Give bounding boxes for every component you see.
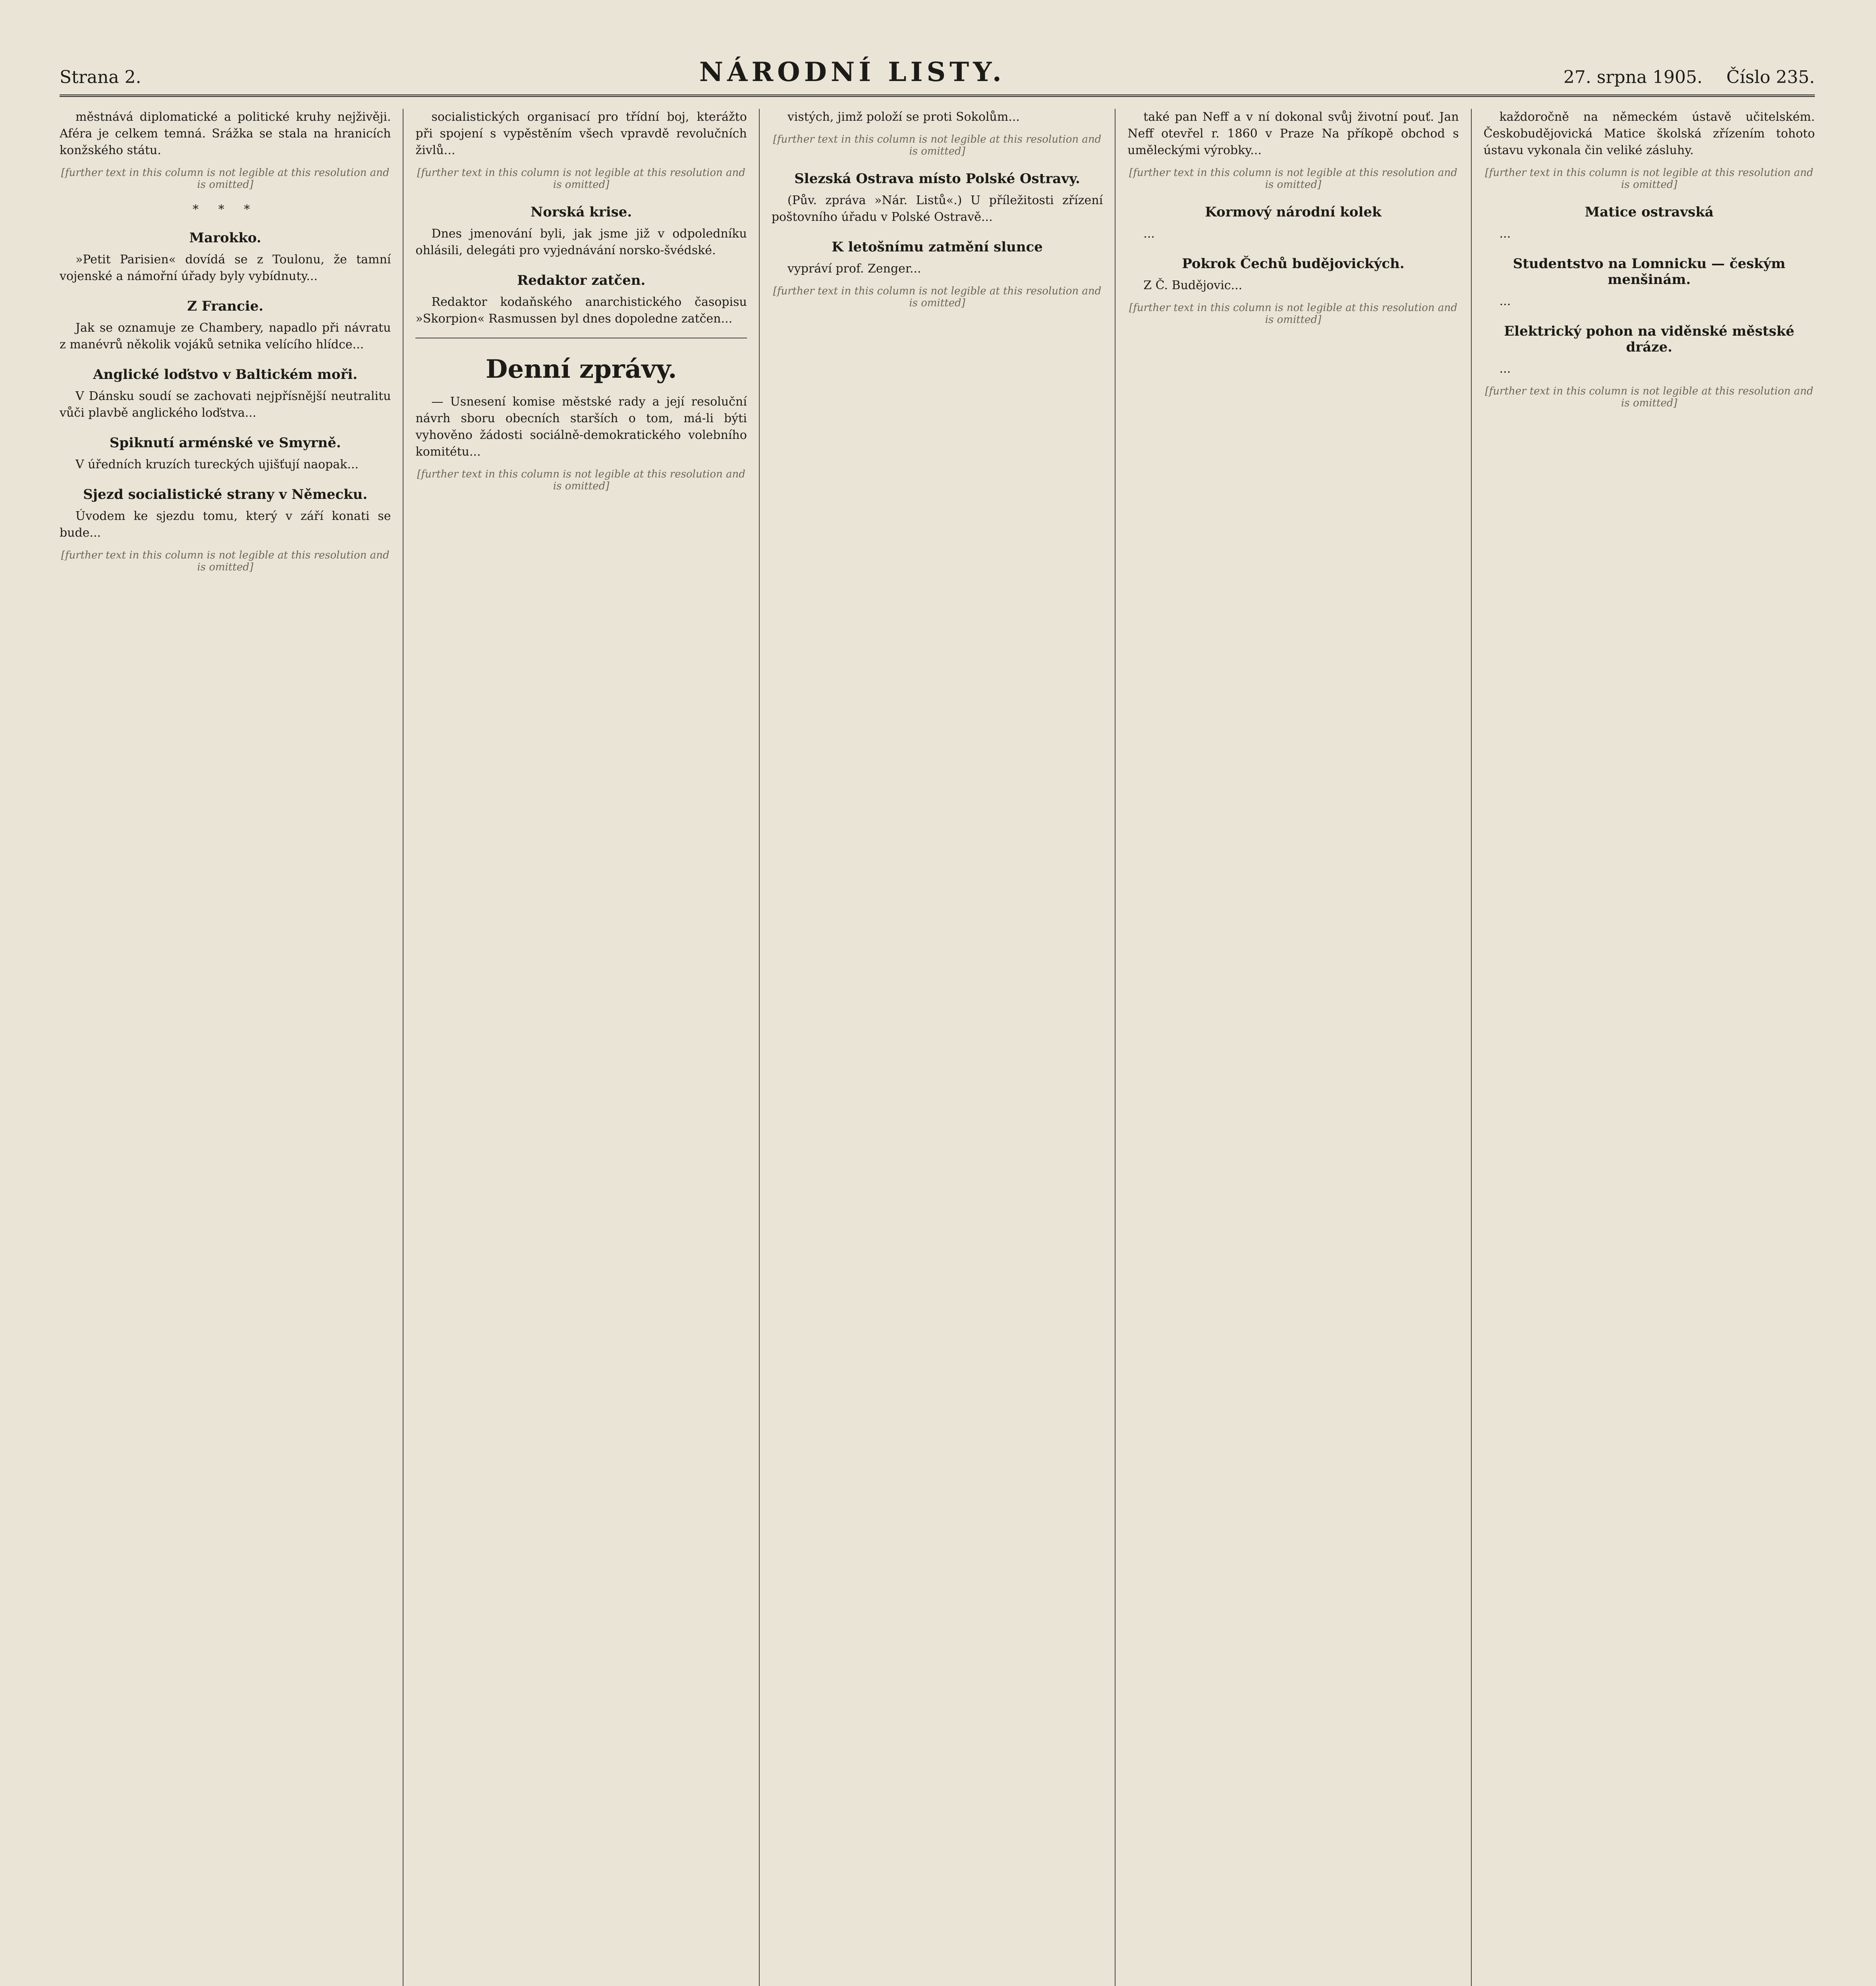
- dateline: [1563, 67, 1815, 87]
- section-heading: K letošnímu zatmění slunce: [832, 239, 1043, 255]
- section-heading: Pokrok Čechů budějovických.: [1182, 256, 1405, 272]
- article-text: ...: [1499, 227, 1511, 241]
- issue-number: Číslo 235.: [1726, 67, 1815, 87]
- article-text: Z Č. Budějovic...: [1143, 278, 1243, 292]
- section-heading-large: Denní zprávy.: [485, 354, 677, 384]
- column-5: [1471, 109, 1815, 1986]
- section-heading: Kormový národní kolek: [1205, 204, 1382, 220]
- section-heading: Slezská Ostrava místo Polské Ostravy.: [794, 171, 1080, 187]
- article-text: ...: [1143, 227, 1155, 241]
- columns: [60, 109, 1815, 1986]
- article-text: V Dánsku soudí se zachovati nejpřísnější neutralitu vůči plavbě anglického loďstva...: [60, 389, 391, 420]
- section-heading: Norská krise.: [530, 204, 632, 220]
- article-text: »Petit Parisien« dovídá se z Toulonu, že tamní vojenské a námořní úřady byly vybídnuty...: [60, 253, 391, 283]
- article-text: ...: [1499, 294, 1511, 308]
- omitted-text-note: [further text in this column is not legible at this resolution and is omitted]: [1485, 167, 1814, 191]
- section-heading: Spiknutí arménské ve Smyrně.: [109, 435, 341, 451]
- section-heading: Redaktor zatčen.: [517, 272, 646, 288]
- omitted-text-note: [further text in this column is not legible at this resolution and is omitted]: [1129, 167, 1457, 191]
- page-number: Strana 2.: [60, 67, 141, 87]
- omitted-text-note: [further text in this column is not legible at this resolution and is omitted]: [1485, 385, 1814, 409]
- column-lead: také pan Neff a v ní dokonal svůj životní pouť. Jan Neff otevřel r. 1860 v Praze Na příkopě obchod s uměleckými výrobky...: [1127, 110, 1459, 157]
- section-heading: Elektrický pohon na viděnské městské dráze.: [1504, 323, 1795, 355]
- omitted-text-note: [further text in this column is not legible at this resolution and is omitted]: [1129, 302, 1457, 326]
- omitted-text-note: [further text in this column is not legible at this resolution and is omitted]: [417, 468, 745, 492]
- omitted-text-note: [further text in this column is not legible at this resolution and is omitted]: [417, 167, 745, 191]
- issue-date: 27. srpna 1905.: [1563, 67, 1703, 87]
- article-text: Dnes jmenování byli, jak jsme již v odpoledníku ohlásili, delegáti pro vyjednávání norsko-švédské.: [415, 227, 747, 257]
- article-text: Redaktor kodaňského anarchistického časopisu »Skorpion« Rasmussen byl dnes dopoledne zatčen...: [415, 295, 747, 326]
- section-heading: Anglické loďstvo v Baltickém moři.: [93, 367, 358, 383]
- omitted-text-note: [further text in this column is not legible at this resolution and is omitted]: [773, 133, 1102, 157]
- section-heading: Studentstvo na Lomnicku — českým menšinám.: [1513, 256, 1785, 288]
- column-3: [759, 109, 1115, 1986]
- article-text: Úvodem ke sjezdu tomu, který v září konati se bude...: [60, 509, 391, 540]
- column-lead: městnává diplomatické a politické kruhy nejživěji. Aféra je celkem temná. Srážka se stala na hranicích konžského státu.: [60, 110, 391, 157]
- newspaper-title: NÁRODNÍ LISTY.: [699, 56, 1006, 87]
- column-4: [1115, 109, 1471, 1986]
- column-2: [403, 109, 759, 1986]
- masthead: [60, 44, 1815, 97]
- article-text: (Pův. zpráva »Nár. Listů«.) U příležitosti zřízení poštovního úřadu v Polské Ostravě...: [771, 193, 1103, 224]
- article-text: ...: [1499, 362, 1511, 376]
- newspaper-page: [60, 44, 1815, 1986]
- article-text: vypráví prof. Zenger...: [787, 262, 921, 276]
- article-text: V úředních kruzích tureckých ujišťují naopak...: [75, 458, 359, 471]
- column-lead: vistých, jimž položí se proti Sokolům...: [787, 110, 1020, 124]
- omitted-text-note: [further text in this column is not legible at this resolution and is omitted]: [61, 167, 390, 191]
- article-text: — Usnesení komise městské rady a její resoluční návrh sboru obecních starších o tom, má-li býti vyhověno žádosti sociálně-demokratického volebního komitétu...: [415, 395, 747, 459]
- section-heading: Marokko.: [189, 230, 261, 246]
- section-divider: * * *: [193, 203, 258, 216]
- column-1: [60, 109, 403, 1986]
- omitted-text-note: [further text in this column is not legible at this resolution and is omitted]: [61, 549, 390, 573]
- column-lead: socialistických organisací pro třídní boj, kterážto při spojení s vypěstěním všech vpravdě revolučních živlů...: [415, 110, 747, 157]
- section-heading: Sjezd socialistické strany v Německu.: [83, 487, 368, 502]
- article-text: Jak se oznamuje ze Chambery, napadlo při návratu z manévrů několik vojáků setnika velícího hlídce...: [60, 321, 391, 352]
- omitted-text-note: [further text in this column is not legible at this resolution and is omitted]: [773, 285, 1102, 309]
- column-lead: každoročně na německém ústavě učitelském. Českobudějovická Matice školská zřízením tohoto ústavu vykonala čin veliké zásluhy.: [1483, 110, 1815, 157]
- section-heading: Matice ostravská: [1585, 204, 1714, 220]
- section-heading: Z Francie.: [187, 298, 264, 314]
